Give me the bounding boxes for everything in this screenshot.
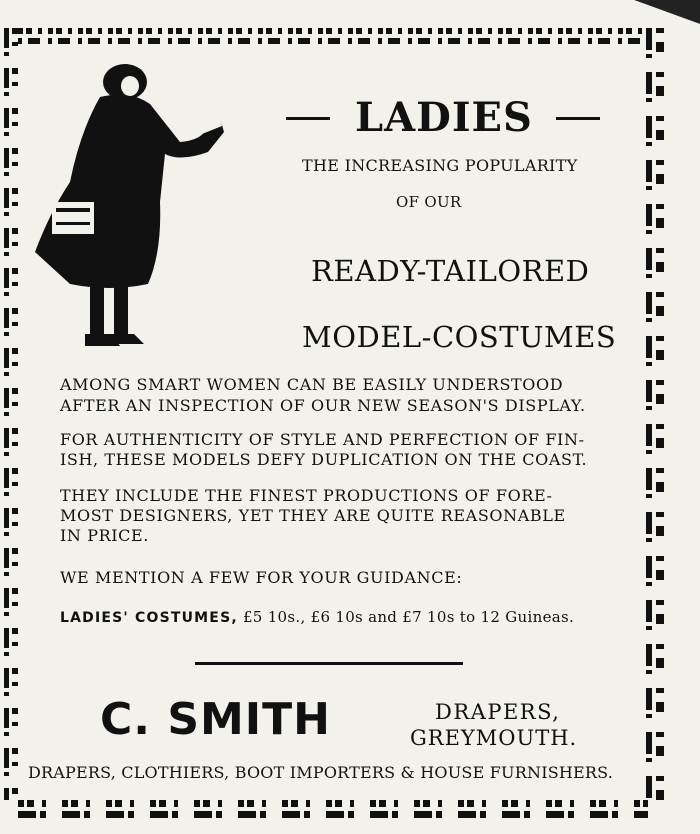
body-paragraph-3-line-1: THEY INCLUDE THE FINEST PRODUCTIONS OF FORE- <box>60 486 553 505</box>
merchant-trade: DRAPERS, <box>435 700 561 724</box>
price-values: £5 10s., £6 10s and £7 10s to 12 Guineas. <box>242 608 575 626</box>
subheading-popularity: THE INCREASING POPULARITY <box>302 156 578 175</box>
torn-corner <box>620 0 700 30</box>
gentleman-illustration <box>30 62 230 362</box>
divider-rule <box>195 662 463 665</box>
price-line <box>60 608 574 626</box>
subheading-of-our: OF OUR <box>396 193 462 211</box>
price-label: LADIES' COSTUMES, <box>60 610 238 626</box>
product-line-2: MODEL-COSTUMES <box>302 320 617 354</box>
body-paragraph-3-line-3: IN PRICE. <box>60 526 149 545</box>
ornamental-border-bottom <box>18 800 648 824</box>
ornamental-border-right <box>646 28 668 800</box>
body-paragraph-2-line-2: ISH, THESE MODELS DEFY DUPLICATION ON THE COAST. <box>60 450 588 469</box>
ornamental-border-left <box>4 28 18 800</box>
footer-services: DRAPERS, CLOTHIERS, BOOT IMPORTERS & HOUSE FURNISHERS. <box>28 763 614 782</box>
body-paragraph-1-line-1: AMONG SMART WOMEN CAN BE EASILY UNDERSTOOD <box>60 375 564 394</box>
ornamental-border-top <box>18 28 648 50</box>
body-paragraph-1-line-2: AFTER AN INSPECTION OF OUR NEW SEASON'S DISPLAY. <box>60 396 586 415</box>
headline-ladies: LADIES <box>355 94 533 141</box>
heading-dash-right <box>556 117 600 120</box>
mention-line: WE MENTION A FEW FOR YOUR GUIDANCE: <box>60 568 463 587</box>
body-paragraph-2-line-1: FOR AUTHENTICITY OF STYLE AND PERFECTION OF FIN- <box>60 430 585 449</box>
product-line-1: READY-TAILORED <box>311 254 590 288</box>
merchant-town: GREYMOUTH. <box>410 726 578 750</box>
merchant-name: C. SMITH <box>100 694 332 745</box>
heading-dash-left <box>286 117 330 120</box>
body-paragraph-3-line-2: MOST DESIGNERS, YET THEY ARE QUITE REASONABLE <box>60 506 566 525</box>
